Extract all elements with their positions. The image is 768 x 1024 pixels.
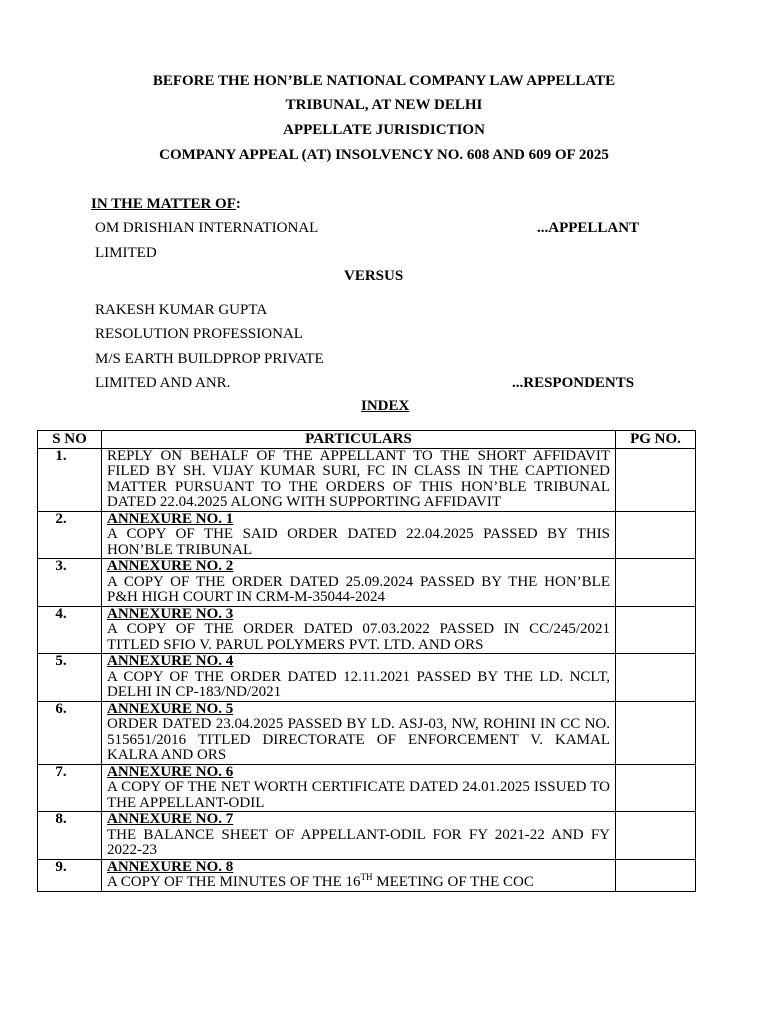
column-header-pgno: PG NO. [616, 431, 696, 449]
annexure-label: ANNEXURE NO. 4 [107, 653, 234, 669]
table-row [38, 654, 696, 702]
appellant-role: ...APPELLANT [537, 220, 640, 236]
row-pgno [616, 511, 696, 559]
index-table [37, 430, 696, 892]
matter-label: IN THE MATTER OF: [91, 196, 241, 212]
table-row [38, 812, 696, 860]
row-pgno [616, 606, 696, 654]
row-particulars [102, 812, 616, 860]
row-description: ORDER DATED 23.04.2025 PASSED BY LD. ASJ-03, NW, ROHINI IN CC NO. 515651/2016 TITLED DIRECTORATE OF ENFORCEMENT V. KAMAL KALRA AND ORS [107, 716, 610, 763]
row-pgno [616, 701, 696, 764]
row-sno: 1. [38, 448, 102, 511]
ordinal-superscript: TH [360, 872, 373, 882]
row-sno: 8. [38, 812, 102, 860]
index-title: INDEX [361, 398, 410, 414]
annexure-label: ANNEXURE NO. 2 [107, 558, 234, 574]
row-particulars [102, 606, 616, 654]
row-particulars [102, 859, 616, 891]
row-pgno [616, 859, 696, 891]
index-header-row [38, 431, 696, 449]
annexure-label: ANNEXURE NO. 3 [107, 605, 234, 622]
heading-line-3: APPELLATE JURISDICTION [283, 122, 485, 138]
row-sno: 5. [38, 654, 102, 702]
respondent-line-4: LIMITED AND ANR. [95, 375, 231, 391]
appellant-name-line-1: OM DRISHIAN INTERNATIONAL [95, 220, 319, 236]
row-particulars [102, 448, 616, 511]
row-particulars [102, 511, 616, 559]
row-particulars [102, 654, 616, 702]
row-description: A COPY OF THE SAID ORDER DATED 22.04.2025 PASSED BY THIS HON’BLE TRIBUNAL [107, 526, 610, 558]
table-row [38, 448, 696, 511]
respondent-role: ...RESPONDENTS [512, 375, 635, 391]
column-header-sno: S NO [38, 431, 102, 449]
versus-label: VERSUS [344, 268, 404, 284]
row-description: THE BALANCE SHEET OF APPELLANT-ODIL FOR FY 2021-22 AND FY 2022-23 [107, 826, 610, 858]
table-row [38, 701, 696, 764]
row-description: A COPY OF THE ORDER DATED 25.09.2024 PASSED BY THE HON’BLE P&H HIGH COURT IN CRM-M-35044-2024 [107, 573, 610, 605]
row-sno: 2. [38, 511, 102, 559]
row-pgno [616, 654, 696, 702]
row-pgno [616, 764, 696, 812]
appellant-name-line-2: LIMITED [95, 245, 157, 261]
row-particulars [102, 559, 616, 607]
annexure-label: ANNEXURE NO. 7 [107, 811, 234, 827]
row-sno: 6. [38, 701, 102, 764]
annexure-label: ANNEXURE NO. 1 [107, 510, 234, 527]
row-sno: 7. [38, 764, 102, 812]
table-row [38, 764, 696, 812]
annexure-label: ANNEXURE NO. 6 [107, 763, 234, 780]
respondent-line-2: RESOLUTION PROFESSIONAL [95, 326, 303, 342]
heading-line-2: TRIBUNAL, AT NEW DELHI [285, 97, 483, 113]
table-row [38, 559, 696, 607]
row-sno: 3. [38, 559, 102, 607]
row-pgno [616, 559, 696, 607]
row-particulars [102, 701, 616, 764]
row-pgno [616, 448, 696, 511]
heading-line-4: COMPANY APPEAL (AT) INSOLVENCY NO. 608 AND 609 OF 2025 [159, 147, 609, 163]
row-particulars [102, 764, 616, 812]
respondent-line-3: M/S EARTH BUILDPROP PRIVATE [95, 351, 324, 367]
row-description: A COPY OF THE NET WORTH CERTIFICATE DATED 24.01.2025 ISSUED TO THE APPELLANT-ODIL [107, 779, 610, 811]
table-row [38, 859, 696, 891]
row-pgno [616, 812, 696, 860]
row-description: A COPY OF THE ORDER DATED 07.03.2022 PASSED IN CC/245/2021 TITLED SFIO V. PARUL POLYMERS PVT. LTD. AND ORS [107, 621, 610, 653]
row-description: REPLY ON BEHALF OF THE APPELLANT TO THE SHORT AFFIDAVIT FILED BY SH. VIJAY KUMAR SURI, FC IN CLASS IN THE CAPTIONED MATTER PURSUANT TO THE ORDERS OF THIS HON’BLE TRIBUNAL DATED 22.04.2025 ALONG WITH SUPPORTING AFFIDAVIT [107, 447, 610, 510]
heading-line-1: BEFORE THE HON’BLE NATIONAL COMPANY LAW APPELLATE [152, 73, 616, 89]
row-sno: 4. [38, 606, 102, 654]
row-description: A COPY OF THE MINUTES OF THE 16TH MEETING OF THE COC [107, 872, 534, 890]
table-row [38, 606, 696, 654]
column-header-particulars: PARTICULARS [102, 431, 616, 449]
annexure-label: ANNEXURE NO. 5 [107, 700, 234, 717]
row-sno: 9. [38, 859, 102, 891]
respondent-line-1: RAKESH KUMAR GUPTA [95, 302, 268, 318]
row-description: A COPY OF THE ORDER DATED 12.11.2021 PASSED BY THE LD. NCLT, DELHI IN CP-183/ND/2021 [107, 668, 610, 700]
table-row [38, 511, 696, 559]
annexure-label: ANNEXURE NO. 8 [107, 858, 234, 875]
